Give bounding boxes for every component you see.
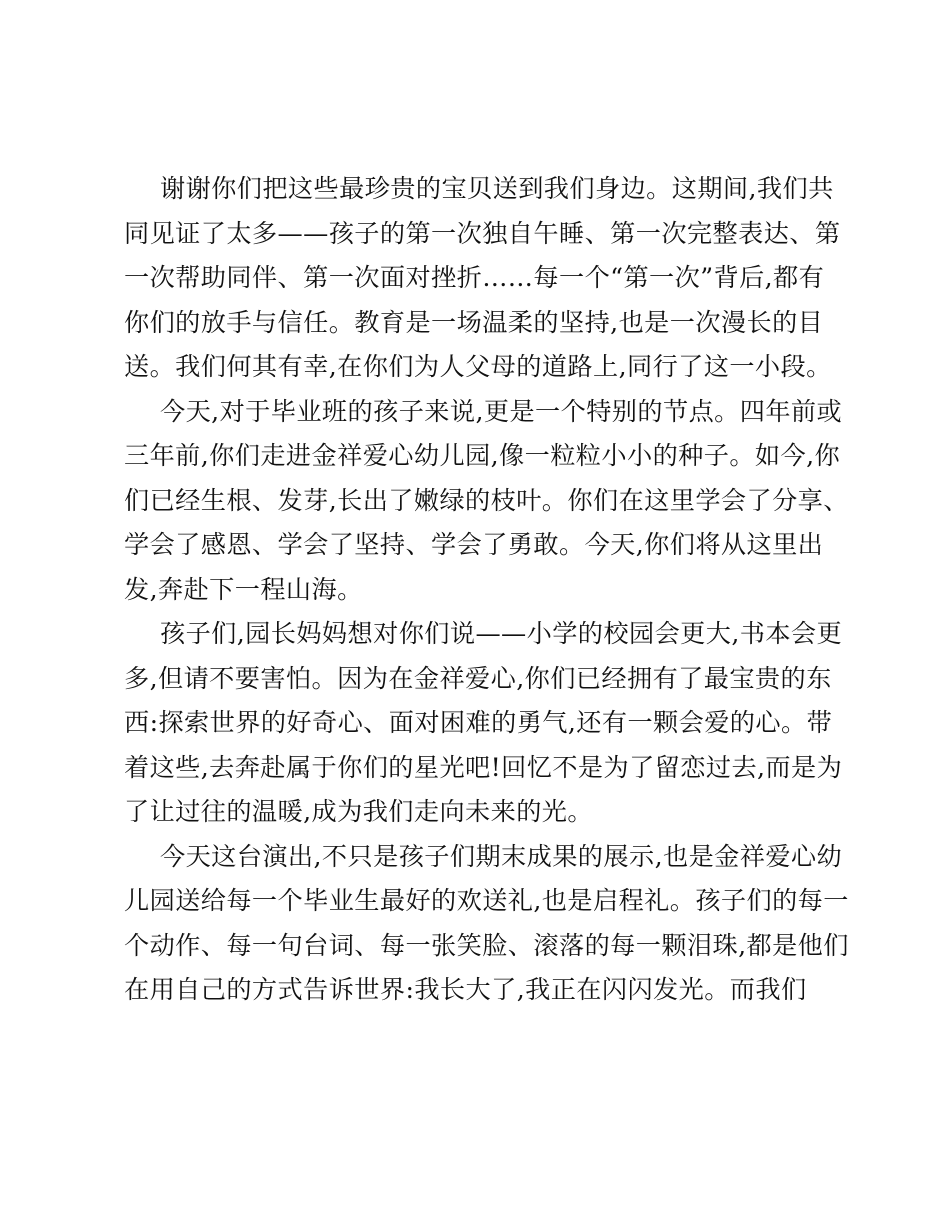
text-line: 发,奔赴下一程山海。	[124, 574, 363, 604]
text-line: 孩子们,园长妈妈想对你们说——小学的校园会更大,书本会更	[160, 619, 843, 648]
paragraph-performance	[124, 835, 849, 1013]
text-line: 今天,对于毕业班的孩子来说,更是一个特别的节点。四年前或	[160, 396, 843, 426]
text-line: 一次帮助同伴、第一次面对挫折……每一个“第一次”背后,都有	[124, 263, 825, 292]
text-line: 谢谢你们把这些最珍贵的宝贝送到我们身边。这期间,我们共	[160, 174, 834, 203]
text-line: 学会了感恩、学会了坚持、学会了勇敢。今天,你们将从这里出	[124, 530, 824, 559]
paragraph-thanks	[124, 167, 841, 390]
text-line: 儿园送给每一个毕业生最好的欢送礼,也是启程礼。孩子们的每一	[124, 886, 849, 915]
text-line: 个动作、每一句台词、每一张笑脸、滚落的每一颗泪珠,都是他们	[124, 930, 849, 960]
text-line: 西:探索世界的好奇心、面对困难的勇气,还有一颗会爱的心。带	[124, 708, 833, 737]
text-line: 同见证了太多——孩子的第一次独自午睡、第一次完整表达、第	[124, 218, 841, 248]
text-line: 你们的放手与信任。教育是一场温柔的坚持,也是一次漫长的目	[124, 307, 824, 337]
text-line: 着这些,去奔赴属于你们的星光吧!回忆不是为了留恋过去,而是为	[124, 752, 843, 782]
document-body	[124, 167, 849, 1013]
text-line: 三年前,你们走进金祥爱心幼儿园,像一粒粒小小的种子。如今,你	[124, 441, 841, 470]
paragraph-graduation	[124, 390, 849, 613]
text-line: 在用自己的方式告诉世界:我长大了,我正在闪闪发光。而我们	[124, 975, 807, 1004]
text-line: 今天这台演出,不只是孩子们期末成果的展示,也是金祥爱心幼	[160, 841, 843, 871]
text-line: 们已经生根、发芽,长出了嫩绿的枝叶。你们在这里学会了分享、	[124, 485, 849, 515]
paragraph-message-to-children	[124, 612, 843, 835]
text-line: 多,但请不要害怕。因为在金祥爱心,你们已经拥有了最宝贵的东	[124, 663, 832, 693]
text-line: 了让过往的温暖,成为我们走向未来的光。	[124, 797, 593, 826]
text-line: 送。我们何其有幸,在你们为人父母的道路上,同行了这一小段。	[124, 352, 832, 381]
